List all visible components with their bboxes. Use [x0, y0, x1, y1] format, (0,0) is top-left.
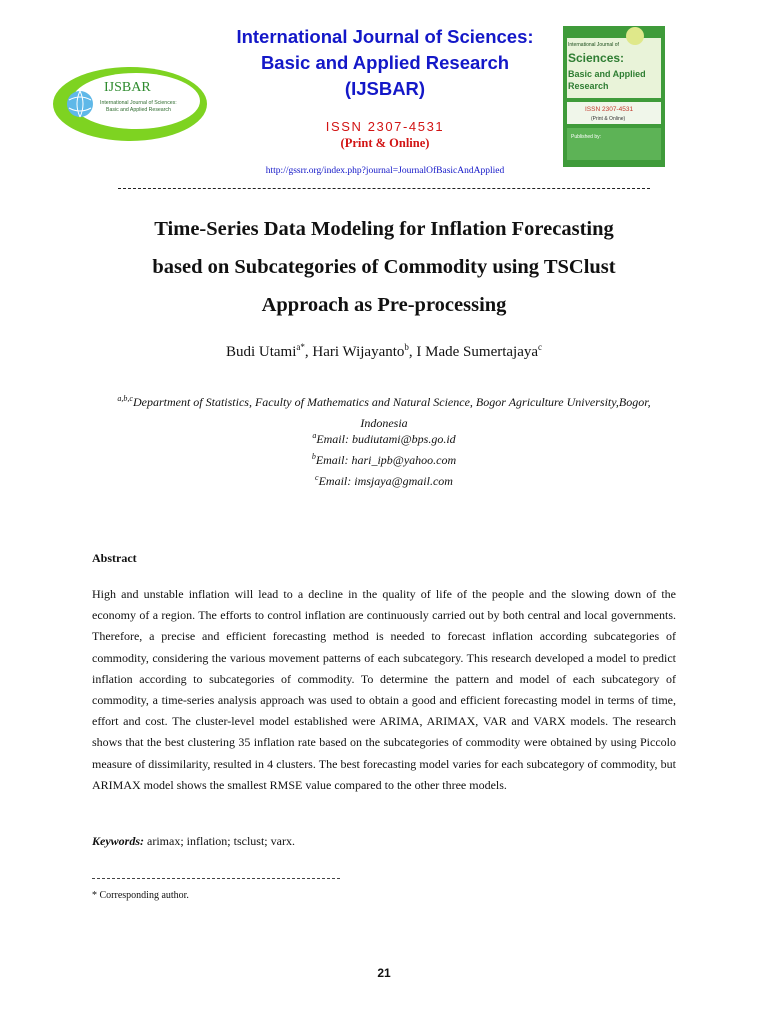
cover-issn: ISSN 2307-4531	[585, 106, 634, 113]
email-text[interactable]: Email: hari_ipb@yahoo.com	[315, 453, 457, 467]
journal-cover	[563, 26, 665, 167]
author-sup: c	[538, 342, 543, 352]
author-name: I Made Sumertajaya	[416, 344, 539, 360]
journal-logo	[50, 64, 210, 144]
page-number: 21	[377, 966, 391, 980]
author-name: Hari Wijayanto	[312, 344, 405, 360]
affiliation	[92, 388, 676, 434]
cover-print-online: (Print & Online)	[591, 116, 626, 122]
cover-line3: Basic and Applied	[568, 69, 646, 79]
journal-url[interactable]: http://gssrr.org/index.php?journal=JournalOfBasicAndApplied	[265, 166, 505, 176]
author-sup: b	[404, 342, 409, 352]
logo-text: IJSBAR	[104, 80, 151, 95]
journal-title	[200, 24, 570, 102]
cover-line4: Research	[568, 81, 609, 91]
author-separator: ,	[304, 344, 313, 360]
email-text[interactable]: Email: budiutami@bps.go.id	[316, 432, 456, 446]
journal-cover-graphic	[563, 26, 665, 167]
ijsbar-logo-graphic	[50, 64, 210, 144]
author-list	[92, 342, 676, 361]
author-sup: a*	[296, 342, 305, 352]
paper-title	[92, 210, 676, 324]
keywords-label: Keywords:	[92, 834, 144, 848]
journal-title-line2: Basic and Applied Research	[260, 52, 510, 73]
journal-title-line1: International Journal of Sciences:	[236, 26, 534, 47]
affiliation-line1: Department of Statistics, Faculty of Mathematics and Natural Science, Bogor Agriculture University,Bogor,	[132, 395, 651, 409]
email-sup: c	[315, 473, 319, 482]
logo-subtitle-line2: Basic and Applied Research	[106, 107, 171, 113]
cover-line2: Sciences:	[568, 51, 625, 65]
email-sup: b	[311, 452, 316, 461]
journal-title-line3: (IJSBAR)	[344, 78, 426, 99]
cover-published-by: Published by:	[571, 134, 602, 140]
author-name: Budi Utami	[225, 344, 297, 360]
print-online: (Print & Online)	[340, 136, 430, 150]
email-text[interactable]: Email: imsjaya@gmail.com	[318, 474, 453, 488]
footnote: * Corresponding author.	[92, 890, 189, 901]
paper-title-line2: based on Subcategories of Commodity using TSClust	[152, 256, 616, 278]
keywords	[92, 834, 295, 849]
keywords-text: arimax; inflation; tsclust; varx.	[144, 834, 295, 848]
author-separator: ,	[408, 344, 417, 360]
footnote-divider	[92, 878, 340, 879]
cover-line1: International Journal of	[568, 42, 619, 48]
author-email-a	[92, 431, 676, 447]
abstract-text: High and unstable inflation will lead to a decline in the quality of life of the people and the slowing down of the economy of a region. The efforts to control inflation are continuously carried out by both central and local governments. Therefore, a precise and efficient forecasting method is needed to forecast inflation according subcategories of commodity, considering the various movement patterns of each subcategory. This research developed a model to predict inflation according to subcategories of commodity. To determine the pattern and model of each subcategory of commodity, a time-series analysis approach was used to obtain a good and efficient forecasting model in terms of time, effort and cost. The cluster-level model established were ARIMA, ARIMAX, VAR and VARX models. The research shows that the best clustering 35 inflation rate based on the subcategories of commodity were obtained by using Piccolo measure of dissimilarity, resulted in 4 clusters. The best forecasting model varies for each subcategory of commodity, but ARIMAX model shows the smallest RMSE value compared to the other three models.	[92, 587, 676, 792]
email-sup: a	[312, 431, 317, 440]
author-email-b	[92, 452, 676, 468]
header-divider	[118, 188, 650, 189]
paper-title-line3: Approach as Pre-processing	[261, 294, 507, 316]
affiliation-sup: a,b,c	[117, 394, 133, 403]
abstract-heading: Abstract	[92, 551, 137, 565]
affiliation-line2: Indonesia	[360, 416, 408, 430]
author-email-c	[92, 473, 676, 489]
globe-icon	[67, 91, 93, 117]
paper-title-line1: Time-Series Data Modeling for Inflation Forecasting	[154, 218, 614, 240]
logo-subtitle-line1: International Journal of Sciences:	[100, 100, 177, 106]
issn: ISSN 2307-4531	[325, 119, 445, 134]
